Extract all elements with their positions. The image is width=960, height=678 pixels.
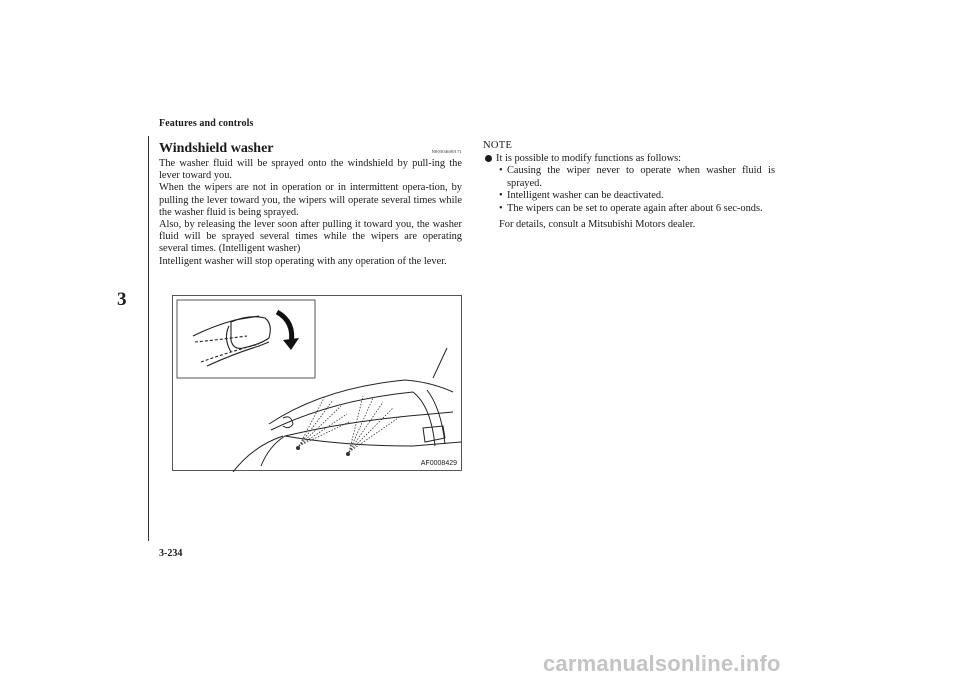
- sub-bullet-icon: •: [499, 165, 503, 177]
- section-header: Features and controls: [159, 118, 254, 129]
- note-bullet: [485, 153, 783, 166]
- note-sub-item-text: Intelligent washer can be deactivated.: [507, 190, 664, 202]
- washer-drawing: [173, 296, 463, 472]
- note-sub-item-text: The wipers can be set to operate again after about 6 sec-onds.: [507, 202, 763, 214]
- note-sub-item: [499, 203, 775, 216]
- pull-arrow-icon: [277, 312, 299, 350]
- note-heading: NOTE: [483, 140, 513, 151]
- washer-nozzle-icon: [296, 446, 350, 456]
- article-paragraph: Intelligent washer will stop operating with any operation of the lever.: [159, 255, 447, 267]
- bullet-dot-icon: [485, 155, 492, 162]
- article-body: [159, 158, 462, 268]
- chapter-number: 3: [117, 289, 127, 310]
- lever-icon: [193, 316, 270, 366]
- note-sub-item: [499, 190, 775, 203]
- section-title-row: [159, 138, 462, 157]
- note-column: [483, 140, 783, 231]
- note-details: For details, consult a Mitsubishi Motors dealer.: [499, 218, 696, 230]
- watermark-link[interactable]: carmanualsonline.info: [543, 651, 781, 676]
- sub-bullet-icon: •: [499, 190, 503, 202]
- page-number: 3-234: [159, 548, 183, 559]
- article-column: [159, 138, 462, 268]
- chapter-tab-rule: [148, 136, 149, 541]
- section-code: N00504600171: [431, 149, 462, 154]
- note-bullet-text: It is possible to modify functions as follows:: [496, 152, 682, 164]
- article-paragraph: The washer fluid will be sprayed onto the windshield by pull-ing the lever toward you.: [159, 158, 462, 182]
- note-sub-item-text: Causing the wiper never to operate when washer fluid is sprayed.: [507, 165, 775, 189]
- article-paragraph: When the wipers are not in operation or in intermittent opera-tion, by pulling the lever toward you, the wipers will operate several times while the washer fluid is being sprayed.: [159, 182, 462, 218]
- sub-bullet-icon: •: [499, 202, 503, 214]
- note-sub-list: [499, 165, 775, 215]
- section-title: Windshield washer: [159, 141, 274, 156]
- article-paragraph: Also, by releasing the lever soon after pulling it toward you, the washer fluid will be sprayed several times while the wipers are operating several times. (Intelligent washer): [159, 219, 462, 255]
- note-sub-item: [499, 165, 775, 190]
- washer-illustration: [172, 295, 462, 471]
- figure-code: AF0008429: [420, 460, 457, 467]
